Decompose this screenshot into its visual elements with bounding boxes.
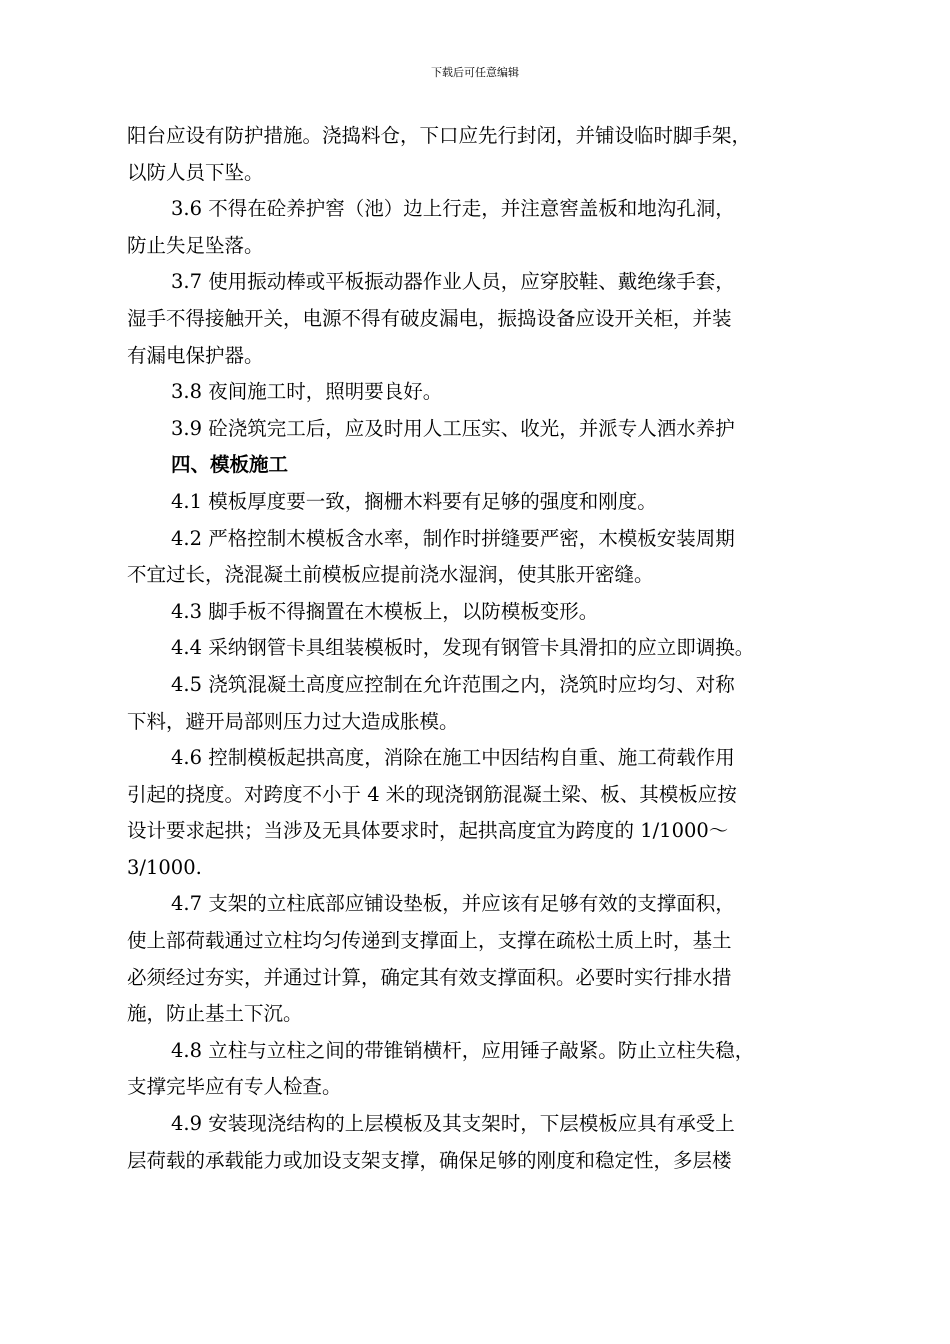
text-line: 4.1 模板厚度要一致，搁栅木料要有足够的强度和刚度。: [171, 489, 657, 513]
text-line: 下料，避开局部则压力过大造成胀模。: [127, 709, 459, 733]
text-line: 设计要求起拱；当涉及无具体要求时，起拱高度宜为跨度的 1/1000～: [127, 819, 729, 843]
document-body: [127, 118, 827, 1179]
text-line: 3.6 不得在砼养护窖（池）边上行走，并注意窖盖板和地沟孔洞，: [171, 197, 735, 221]
text-line: 阳台应设有防护措施。浇捣料仓，下口应先行封闭，并铺设临时脚手架，: [127, 124, 752, 147]
text-line: 施，防止基土下沉。: [127, 1002, 303, 1026]
text-line: 使上部荷载通过立柱均匀传递到支撑面上，支撑在疏松土质上时，基土: [127, 929, 732, 953]
section-heading: 四、模板施工: [171, 453, 289, 477]
text-line: 层荷载的承载能力或加设支架支撑，确保足够的刚度和稳定性，多层楼: [127, 1148, 732, 1172]
text-line: 4.3 脚手板不得搁置在木模板上，以防模板变形。: [171, 599, 599, 623]
text-line: 4.4 采纳钢管卡具组装模板时，发现有钢管卡具滑扣的应立即调换。: [171, 636, 755, 660]
text-line: 3.8 夜间施工时，照明要良好。: [171, 380, 443, 404]
text-line: 3/1000.: [127, 855, 202, 879]
text-line: 4.7 支架的立柱底部应铺设垫板，并应该有足够有效的支撑面积，: [171, 892, 735, 916]
text-line: 4.8 立柱与立柱之间的带锥销横杆，应用锤子敲紧。防止立柱失稳，: [171, 1038, 755, 1062]
text-line: 湿手不得接触开关，电源不得有破皮漏电，振捣设备应设开关柜，并装: [127, 306, 732, 330]
text-line: 支撑完毕应有专人检查。: [127, 1075, 342, 1099]
text-line: 3.9 砼浇筑完工后，应及时用人工压实、收光，并派专人洒水养护: [171, 416, 735, 440]
text-line: 4.6 控制模板起拱高度，消除在施工中因结构自重、施工荷载作用: [171, 746, 735, 770]
text-line: 引起的挠度。对跨度不小于 4 米的现浇钢筋混凝土梁、板、其模板应按: [127, 782, 737, 806]
text-line: 4.5 浇筑混凝土高度应控制在允许范围之内，浇筑时应均匀、对称: [171, 672, 735, 696]
text-line: 以防人员下坠。: [127, 160, 264, 184]
page-header: 下载后可任意编辑: [431, 66, 519, 79]
text-line: 防止失足坠落。: [127, 233, 264, 257]
text-line: 有漏电保护器。: [127, 343, 264, 367]
text-line: 4.9 安装现浇结构的上层模板及其支架时，下层模板应具有承受上: [171, 1112, 735, 1136]
text-line: 4.2 严格控制木模板含水率，制作时拼缝要严密，木模板安装周期: [171, 526, 735, 550]
text-line: 必须经过夯实，并通过计算，确定其有效支撑面积。必要时实行排水措: [127, 965, 732, 989]
text-line: 3.7 使用振动棒或平板振动器作业人员，应穿胶鞋、戴绝缘手套，: [171, 270, 735, 294]
text-line: 不宜过长，浇混凝土前模板应提前浇水湿润，使其胀开密缝。: [127, 563, 654, 587]
